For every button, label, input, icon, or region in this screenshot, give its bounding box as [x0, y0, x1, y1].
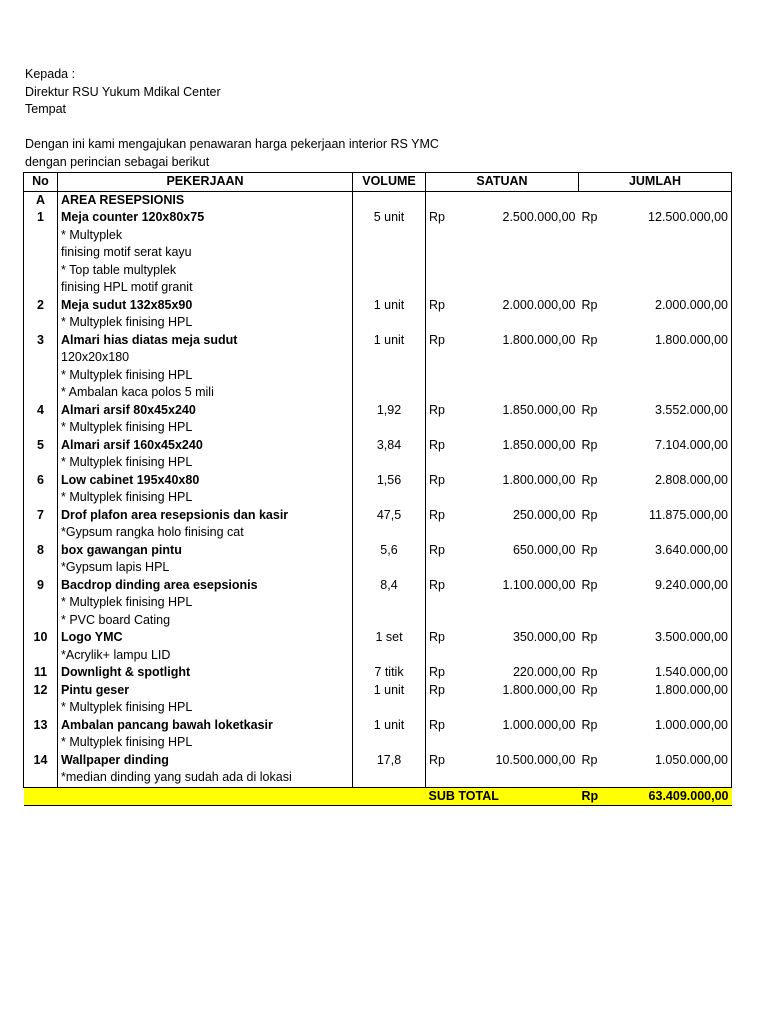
row-total — [579, 682, 732, 700]
row-total — [579, 769, 732, 787]
table-row — [24, 594, 732, 612]
row-volume — [353, 191, 426, 209]
unit-price-value: 1.850.000,00 — [502, 402, 576, 417]
table-row — [24, 647, 732, 665]
unit-price-value: 1.800.000,00 — [502, 682, 576, 697]
row-no: 2 — [24, 297, 58, 315]
table-row — [24, 472, 732, 490]
subtotal-amount — [579, 787, 732, 806]
row-no — [24, 769, 58, 787]
row-unit-price — [426, 367, 579, 385]
unit-price-value: 350.000,00 — [512, 630, 576, 644]
row-total — [579, 209, 732, 227]
row-no: 12 — [24, 682, 58, 700]
row-unit-price — [426, 454, 579, 472]
row-volume: 1 unit — [353, 297, 426, 315]
row-volume: 1,56 — [353, 472, 426, 490]
row-total — [579, 647, 732, 665]
row-item: finising motif serat kayu — [58, 244, 353, 262]
subtotal-blank — [24, 787, 58, 806]
row-unit-price — [426, 559, 579, 577]
row-unit-price — [426, 752, 579, 770]
currency-label: Rp — [581, 752, 598, 767]
unit-price-value: 220.000,00 — [512, 665, 576, 679]
row-volume — [353, 279, 426, 297]
row-no: A — [24, 191, 58, 209]
table-row — [24, 384, 732, 402]
subtotal-blank — [58, 787, 353, 806]
total-value: 3.552.000,00 — [655, 402, 728, 417]
row-unit-price — [426, 314, 579, 332]
currency-label: Rp — [429, 717, 445, 732]
row-unit-price — [426, 734, 579, 752]
row-volume — [353, 227, 426, 245]
intro-line-2: dengan perincian sebagai berikut — [25, 154, 210, 169]
subtotal-row — [24, 787, 732, 806]
row-total — [579, 262, 732, 280]
row-volume: 17,8 — [353, 752, 426, 770]
header-no: No — [24, 173, 58, 192]
currency-label: Rp — [581, 472, 598, 487]
currency-label: Rp — [581, 402, 598, 417]
row-no — [24, 524, 58, 542]
currency-label: Rp — [581, 542, 598, 557]
total-value: 9.240.000,00 — [655, 577, 728, 592]
row-no — [24, 349, 58, 367]
row-unit-price — [426, 349, 579, 367]
row-volume — [353, 489, 426, 507]
intro-line-1: Dengan ini kami mengajukan penawaran harga pekerjaan interior RS YMC — [25, 137, 439, 151]
row-no: 7 — [24, 507, 58, 525]
header-jumlah: JUMLAH — [579, 173, 732, 192]
row-item: Bacdrop dinding area esepsionis — [58, 577, 353, 595]
row-no: 6 — [24, 472, 58, 490]
table-row — [24, 752, 732, 770]
row-item: * Multyplek — [58, 227, 353, 245]
currency-label: Rp — [429, 752, 445, 767]
table-row — [24, 419, 732, 437]
subtotal-blank — [353, 787, 426, 806]
total-value: 3.500.000,00 — [655, 630, 728, 644]
table-row — [24, 314, 732, 332]
row-unit-price — [426, 699, 579, 717]
table-row — [24, 734, 732, 752]
row-item: *median dinding yang sudah ada di lokasi — [58, 769, 353, 787]
row-item: Almari hias diatas meja sudut — [58, 332, 353, 350]
row-volume: 8,4 — [353, 577, 426, 595]
currency-label: Rp — [429, 297, 445, 312]
row-total — [579, 402, 732, 420]
row-unit-price — [426, 244, 579, 262]
table-row — [24, 227, 732, 245]
row-no — [24, 262, 58, 280]
address-block — [25, 66, 221, 119]
row-item: * Top table multyplek — [58, 262, 353, 280]
row-unit-price — [426, 191, 579, 209]
row-volume — [353, 647, 426, 665]
currency-label: Rp — [429, 210, 445, 224]
row-total — [579, 612, 732, 630]
total-value: 2.808.000,00 — [655, 472, 728, 487]
unit-price-value: 2.000.000,00 — [502, 297, 576, 312]
row-no — [24, 384, 58, 402]
row-volume: 1 unit — [353, 332, 426, 350]
row-total — [579, 507, 732, 525]
row-unit-price — [426, 524, 579, 542]
row-total — [579, 489, 732, 507]
row-volume — [353, 559, 426, 577]
row-volume: 5 unit — [353, 209, 426, 227]
total-value: 1.540.000,00 — [655, 665, 728, 679]
quotation-table — [23, 172, 732, 806]
currency-label: Rp — [581, 682, 598, 697]
row-unit-price — [426, 209, 579, 227]
row-unit-price — [426, 489, 579, 507]
row-unit-price — [426, 577, 579, 595]
subtotal-currency: Rp — [581, 788, 599, 803]
row-no — [24, 594, 58, 612]
row-total — [579, 367, 732, 385]
row-item: Wallpaper dinding — [58, 752, 353, 770]
row-no — [24, 612, 58, 630]
row-volume: 1 unit — [353, 717, 426, 735]
table-row — [24, 542, 732, 560]
currency-label: Rp — [429, 542, 445, 557]
row-no — [24, 489, 58, 507]
row-volume: 1 set — [353, 629, 426, 647]
row-no — [24, 279, 58, 297]
row-no: 14 — [24, 752, 58, 770]
row-item: Low cabinet 195x40x80 — [58, 472, 353, 490]
header-volume: VOLUME — [353, 173, 426, 192]
recipient-label: Kepada : — [25, 67, 76, 81]
row-no — [24, 419, 58, 437]
table-row — [24, 437, 732, 455]
row-no — [24, 314, 58, 332]
currency-label: Rp — [581, 630, 598, 644]
currency-label: Rp — [429, 472, 445, 487]
unit-price-value: 2.500.000,00 — [502, 210, 576, 224]
row-unit-price — [426, 332, 579, 350]
row-item: *Gypsum rangka holo finising cat — [58, 524, 353, 542]
table-row — [24, 717, 732, 735]
row-total — [579, 297, 732, 315]
currency-label: Rp — [581, 210, 598, 224]
row-total — [579, 314, 732, 332]
table-row — [24, 524, 732, 542]
row-no — [24, 734, 58, 752]
row-unit-price — [426, 612, 579, 630]
total-value: 2.000.000,00 — [655, 297, 728, 312]
row-total — [579, 384, 732, 402]
table-row — [24, 262, 732, 280]
currency-label: Rp — [429, 630, 445, 644]
total-value: 1.800.000,00 — [655, 682, 728, 697]
row-volume: 1,92 — [353, 402, 426, 420]
recipient-place: Tempat — [25, 102, 66, 116]
currency-label: Rp — [429, 682, 445, 697]
row-volume — [353, 612, 426, 630]
row-unit-price — [426, 279, 579, 297]
table-row — [24, 454, 732, 472]
row-unit-price — [426, 594, 579, 612]
row-total — [579, 664, 732, 682]
row-total — [579, 419, 732, 437]
row-volume: 7 titik — [353, 664, 426, 682]
row-no — [24, 699, 58, 717]
table-row — [24, 332, 732, 350]
currency-label: Rp — [581, 297, 598, 312]
table-row — [24, 699, 732, 717]
row-volume — [353, 454, 426, 472]
row-no: 13 — [24, 717, 58, 735]
currency-label: Rp — [429, 577, 445, 592]
row-item: * Multyplek finising HPL — [58, 367, 353, 385]
row-item: Almari arsif 80x45x240 — [58, 402, 353, 420]
row-item: box gawangan pintu — [58, 542, 353, 560]
row-unit-price — [426, 419, 579, 437]
row-no — [24, 559, 58, 577]
row-volume: 3,84 — [353, 437, 426, 455]
row-total — [579, 437, 732, 455]
row-item: * Multyplek finising HPL — [58, 489, 353, 507]
subtotal-value: 63.409.000,00 — [648, 788, 729, 803]
row-unit-price — [426, 717, 579, 735]
header-pekerjaan: PEKERJAAN — [58, 173, 353, 192]
row-item: 120x20x180 — [58, 349, 353, 367]
table-row — [24, 489, 732, 507]
row-total — [579, 717, 732, 735]
row-no — [24, 454, 58, 472]
row-unit-price — [426, 682, 579, 700]
row-item: * Multyplek finising HPL — [58, 419, 353, 437]
row-total — [579, 349, 732, 367]
currency-label: Rp — [581, 332, 598, 347]
row-unit-price — [426, 664, 579, 682]
header-satuan: SATUAN — [426, 173, 579, 192]
row-item: * PVC board Cating — [58, 612, 353, 630]
row-total — [579, 472, 732, 490]
row-unit-price — [426, 227, 579, 245]
row-total — [579, 629, 732, 647]
currency-label: Rp — [581, 717, 598, 732]
unit-price-value: 1.800.000,00 — [502, 332, 576, 347]
row-item: * Multyplek finising HPL — [58, 594, 353, 612]
row-item: Meja sudut 132x85x90 — [58, 297, 353, 315]
row-item: * Multyplek finising HPL — [58, 454, 353, 472]
row-item: Meja counter 120x80x75 — [58, 209, 353, 227]
currency-label: Rp — [429, 332, 445, 347]
row-unit-price — [426, 507, 579, 525]
intro-paragraph — [25, 136, 439, 171]
table-row — [24, 297, 732, 315]
row-volume: 5,6 — [353, 542, 426, 560]
row-item: finising HPL motif granit — [58, 279, 353, 297]
row-item: *Acrylik+ lampu LID — [58, 647, 353, 665]
table-row — [24, 349, 732, 367]
table-row — [24, 559, 732, 577]
row-volume — [353, 384, 426, 402]
row-no: 3 — [24, 332, 58, 350]
row-no: 10 — [24, 629, 58, 647]
row-volume — [353, 524, 426, 542]
currency-label: Rp — [429, 402, 445, 417]
row-no: 11 — [24, 664, 58, 682]
row-no — [24, 647, 58, 665]
row-item: Logo YMC — [58, 629, 353, 647]
row-total — [579, 594, 732, 612]
table-row — [24, 244, 732, 262]
row-volume: 47,5 — [353, 507, 426, 525]
row-item: Pintu geser — [58, 682, 353, 700]
table-body — [24, 191, 732, 806]
row-volume — [353, 734, 426, 752]
unit-price-value: 1.800.000,00 — [502, 472, 576, 487]
row-total — [579, 734, 732, 752]
row-no: 8 — [24, 542, 58, 560]
row-unit-price — [426, 297, 579, 315]
table-row — [24, 577, 732, 595]
unit-price-value: 10.500.000,00 — [495, 752, 576, 767]
row-no — [24, 227, 58, 245]
unit-price-value: 650.000,00 — [512, 542, 576, 557]
row-no: 9 — [24, 577, 58, 595]
row-total — [579, 191, 732, 209]
row-item: * Multyplek finising HPL — [58, 734, 353, 752]
row-volume — [353, 419, 426, 437]
table-row — [24, 769, 732, 787]
total-value: 7.104.000,00 — [655, 437, 728, 452]
unit-price-value: 1.100.000,00 — [502, 577, 576, 592]
row-total — [579, 752, 732, 770]
row-unit-price — [426, 402, 579, 420]
table-row — [24, 612, 732, 630]
row-item: * Ambalan kaca polos 5 mili — [58, 384, 353, 402]
table-row — [24, 629, 732, 647]
table-row — [24, 191, 732, 209]
row-unit-price — [426, 769, 579, 787]
row-volume — [353, 314, 426, 332]
row-no — [24, 367, 58, 385]
currency-label: Rp — [429, 665, 445, 679]
row-unit-price — [426, 437, 579, 455]
row-unit-price — [426, 384, 579, 402]
currency-label: Rp — [429, 437, 445, 452]
subtotal-label: SUB TOTAL — [426, 787, 579, 806]
row-volume — [353, 349, 426, 367]
row-total — [579, 227, 732, 245]
row-item: Ambalan pancang bawah loketkasir — [58, 717, 353, 735]
recipient-name: Direktur RSU Yukum Mdikal Center — [25, 84, 221, 99]
currency-label: Rp — [429, 507, 445, 522]
table-row — [24, 664, 732, 682]
row-item: Downlight & spotlight — [58, 664, 353, 682]
row-volume: 1 unit — [353, 682, 426, 700]
row-total — [579, 279, 732, 297]
currency-label: Rp — [581, 507, 598, 522]
row-no — [24, 244, 58, 262]
row-unit-price — [426, 542, 579, 560]
row-item: Almari arsif 160x45x240 — [58, 437, 353, 455]
currency-label: Rp — [581, 577, 598, 592]
table-row — [24, 507, 732, 525]
row-volume — [353, 594, 426, 612]
row-item: Drof plafon area resepsionis dan kasir — [58, 507, 353, 525]
row-volume — [353, 367, 426, 385]
row-unit-price — [426, 262, 579, 280]
row-total — [579, 699, 732, 717]
row-no: 1 — [24, 209, 58, 227]
unit-price-value: 250.000,00 — [512, 507, 576, 522]
row-item: AREA RESEPSIONIS — [58, 191, 353, 209]
total-value: 3.640.000,00 — [655, 542, 728, 557]
total-value: 11.875.000,00 — [648, 507, 728, 522]
row-item: * Multyplek finising HPL — [58, 699, 353, 717]
table-row — [24, 367, 732, 385]
table-row — [24, 279, 732, 297]
row-unit-price — [426, 472, 579, 490]
row-total — [579, 244, 732, 262]
row-no: 5 — [24, 437, 58, 455]
row-total — [579, 577, 732, 595]
row-total — [579, 454, 732, 472]
table-header-row — [24, 173, 732, 192]
table-row — [24, 682, 732, 700]
row-volume — [353, 262, 426, 280]
total-value: 1.000.000,00 — [655, 717, 728, 732]
row-item: *Gypsum lapis HPL — [58, 559, 353, 577]
row-unit-price — [426, 629, 579, 647]
row-volume — [353, 769, 426, 787]
row-total — [579, 524, 732, 542]
row-volume — [353, 244, 426, 262]
total-value: 1.800.000,00 — [655, 332, 728, 347]
total-value: 12.500.000,00 — [648, 210, 728, 224]
row-item: * Multyplek finising HPL — [58, 314, 353, 332]
row-total — [579, 559, 732, 577]
row-no: 4 — [24, 402, 58, 420]
total-value: 1.050.000,00 — [655, 752, 728, 767]
currency-label: Rp — [581, 437, 598, 452]
row-volume — [353, 699, 426, 717]
unit-price-value: 1.000.000,00 — [502, 717, 576, 732]
row-total — [579, 542, 732, 560]
currency-label: Rp — [581, 665, 598, 679]
table-row — [24, 209, 732, 227]
table-row — [24, 402, 732, 420]
row-total — [579, 332, 732, 350]
row-unit-price — [426, 647, 579, 665]
unit-price-value: 1.850.000,00 — [502, 437, 576, 452]
